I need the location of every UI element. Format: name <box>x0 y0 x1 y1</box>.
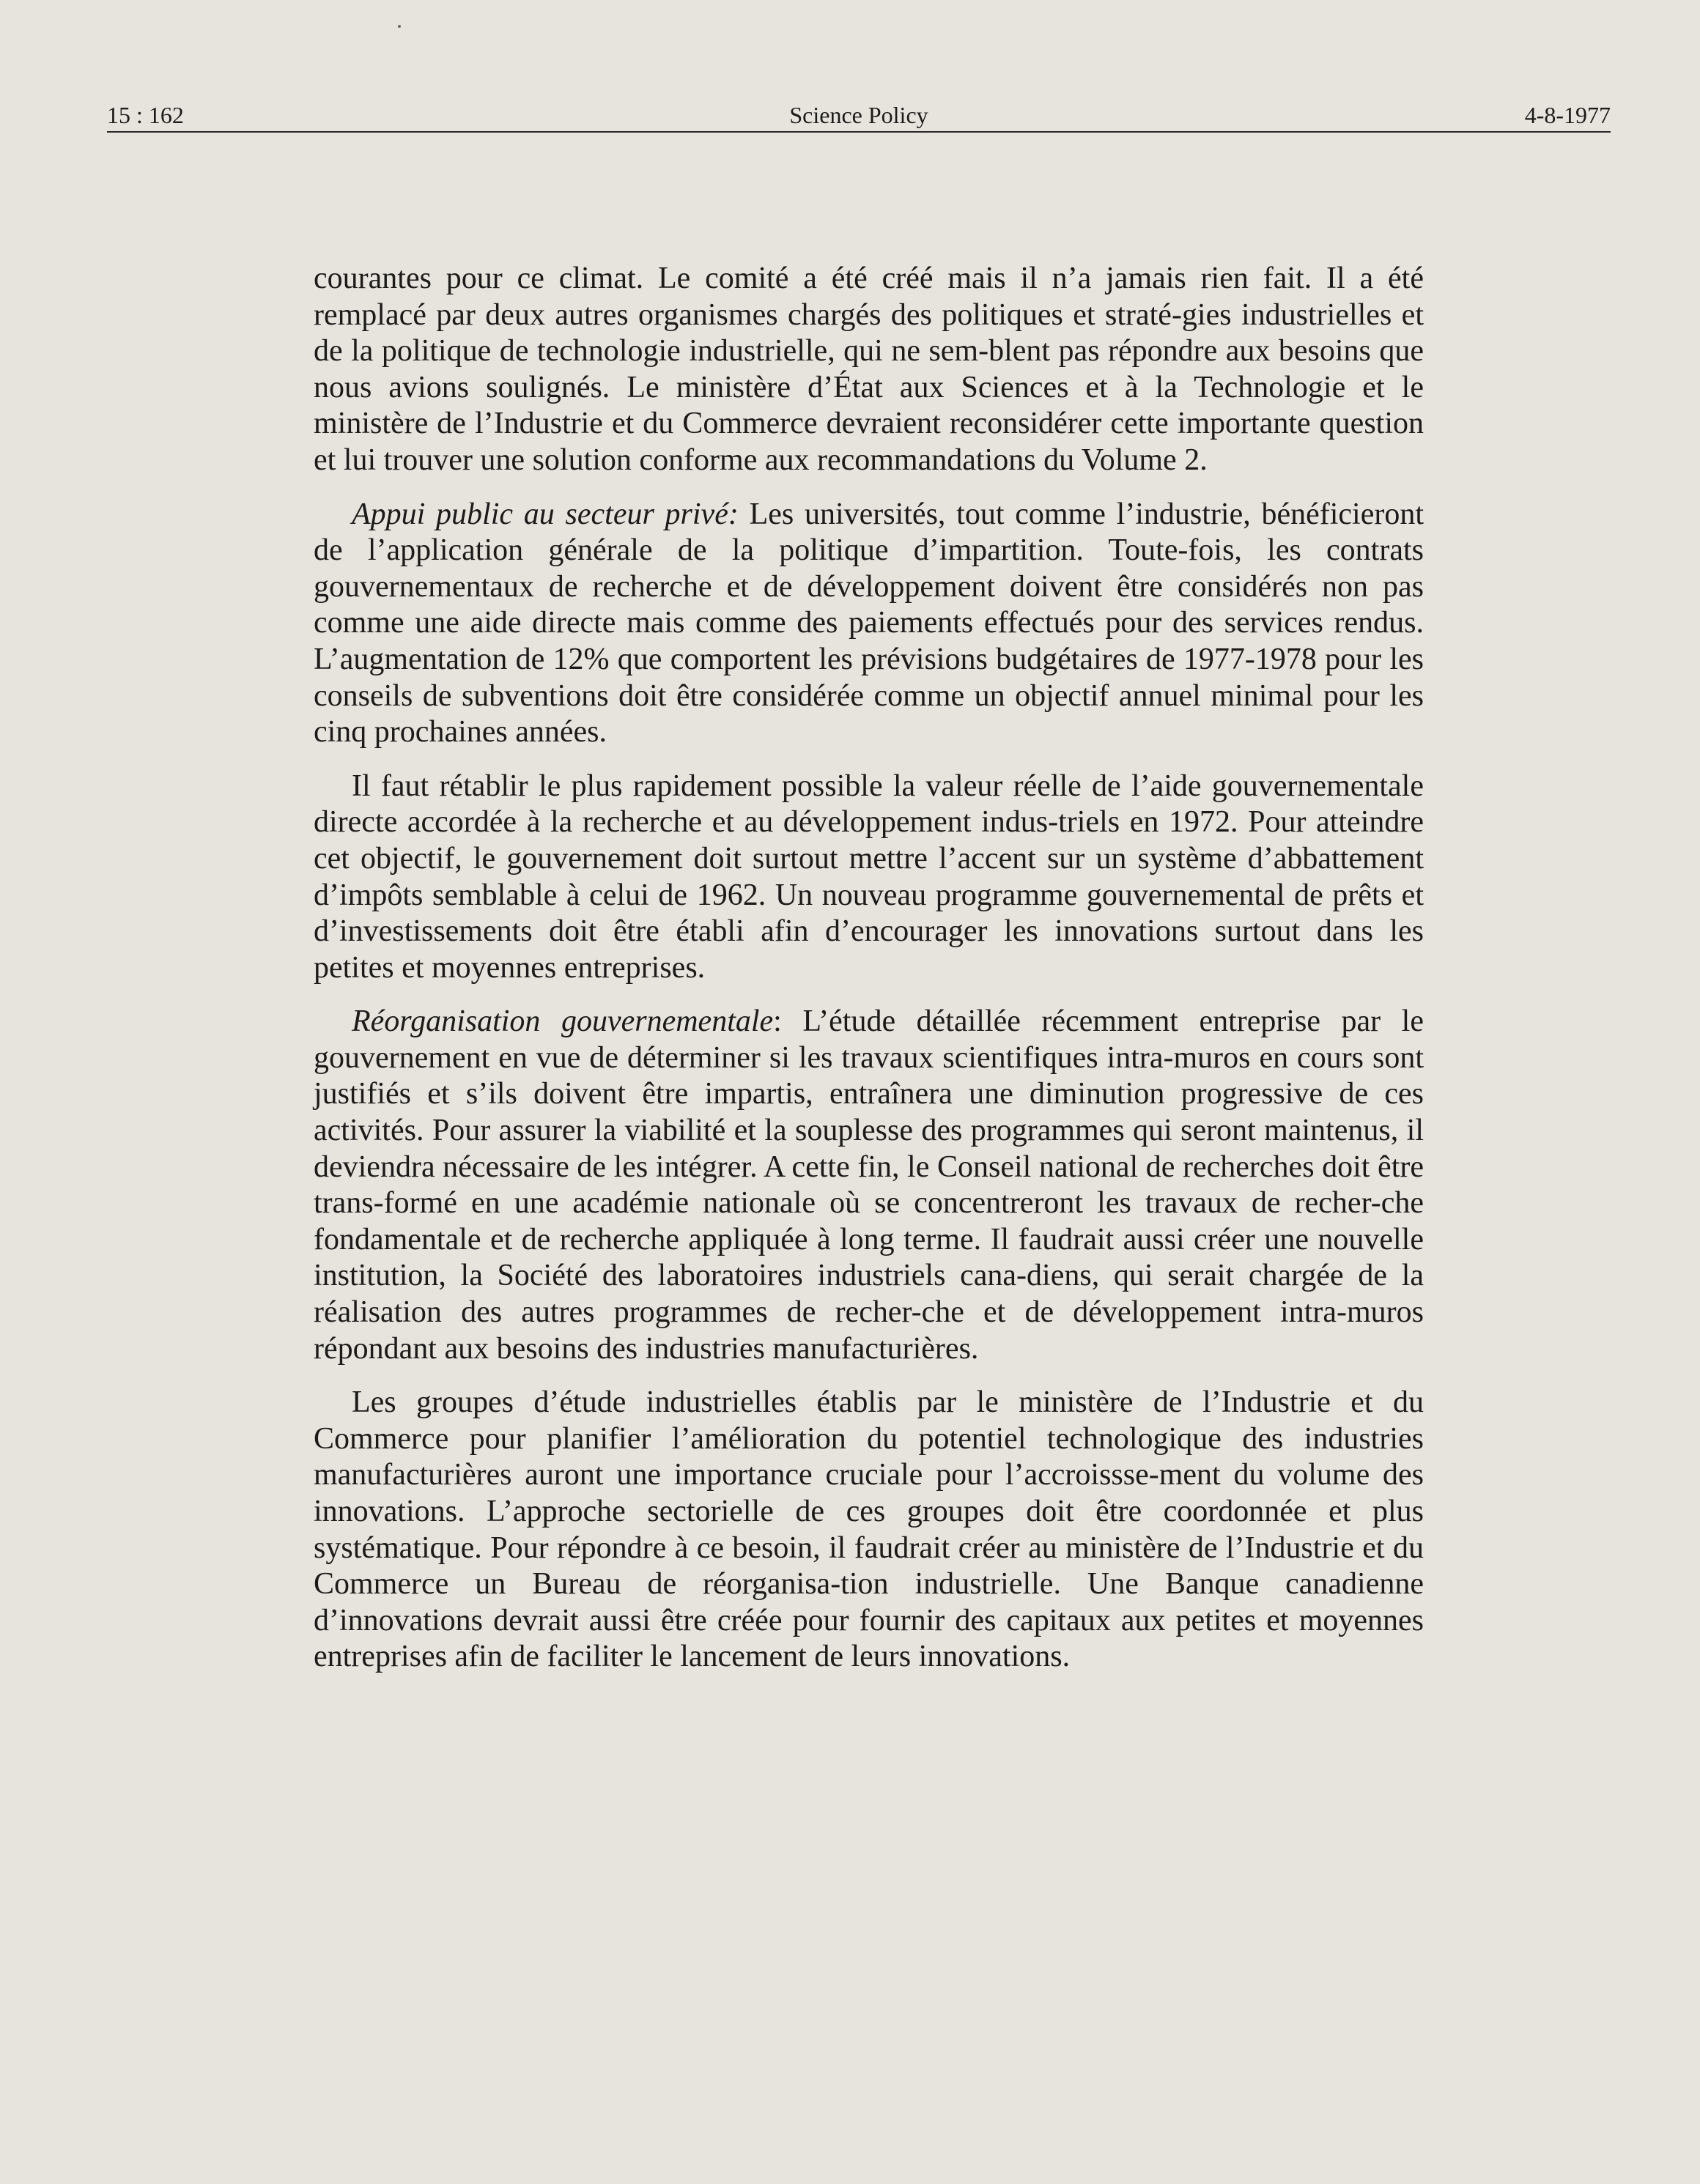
paragraph-4-heading: Réorganisation gouvernementale <box>352 1004 774 1039</box>
paragraph-4 <box>314 1004 1424 1367</box>
paragraph-2-heading: Appui public au secteur privé: <box>352 497 739 531</box>
paragraph-1-text: courantes pour ce climat. Le comité a été créé mais il n’a jamais rien fait. Il a été remplacé par deux autres organismes chargés des politiques et straté-gies industrielles et de la politique de technologie industrielle, qui ne sem-blent pas répondre aux besoins que nous avions soulignés. Le ministère d’État aux Sciences et à la Technologie et le ministère de l’Industrie et du Commerce devraient reconsidérer cette importante question et lui trouver une solution conforme aux recommandations du Volume 2. <box>314 262 1424 477</box>
paper-speck <box>398 25 401 28</box>
paragraph-3 <box>314 769 1424 987</box>
paragraph-4-text: : L’étude détaillée récemment entreprise par le gouvernement en vue de déterminer si les travaux scientifiques intra-muros en cours sont justifiés et s’ils doivent être impartis, entraînera une diminution progressive de ces activités. Pour assurer la viabilité et la souplesse des programmes qui seront maintenus, il deviendra nécessaire de les intégrer. A cette fin, le Conseil national de recherches doit être trans-formé en une académie nationale où se concentreront les travaux de recher-che fondamentale et de recherche appliquée à long terme. Il faudrait aussi créer une nouvelle institution, la Société des laboratoires industriels cana-diens, qui serait chargée de la réalisation des autres programmes de recher-che et de développement intra-muros répondant aux besoins des industries manufacturières. <box>314 1004 1424 1366</box>
running-title: Science Policy <box>789 102 928 128</box>
page-reference: 15 : 162 <box>107 102 184 128</box>
paragraph-1 <box>314 261 1424 479</box>
paragraph-5 <box>314 1385 1424 1676</box>
body-text <box>314 261 1424 1693</box>
paragraph-2 <box>314 497 1424 751</box>
running-header <box>107 97 1611 133</box>
paragraph-3-text: Il faut rétablir le plus rapidement possible la valeur réelle de l’aide gouvernementale directe accordée à la recherche et au développement indus-triels en 1972. Pour atteindre cet objectif, le gouvernement doit surtout mettre l’accent sur un système d’abbattement d’impôts semblable à celui de 1962. Un nouveau programme gouvernemental de prêts et d’investissements doit être établi afin d’encourager les innovations surtout dans les petites et moyennes entreprises. <box>314 769 1424 985</box>
paragraph-2-text: Les universités, tout comme l’industrie, bénéficieront de l’application générale de la politique d’impartition. Toute-fois, les contrats gouvernementaux de recherche et de développement doivent être considérés non pas comme une aide directe mais comme des paiements effectués pour des services rendus. L’augmentation de 12% que comportent les prévisions budgétaires de 1977-1978 pour les conseils de subventions doit être considérée comme un objectif annuel minimal pour les cinq prochaines années. <box>314 497 1424 749</box>
paragraph-5-text: Les groupes d’étude industrielles établis par le ministère de l’Industrie et du Commerce pour planifier l’amélioration du potentiel technologique des industries manufacturières auront une importance cruciale pour l’accroissse-ment du volume des innovations. L’approche sectorielle de ces groupes doit être coordonnée et plus systématique. Pour répondre à ce besoin, il faudrait créer au ministère de l’Industrie et du Commerce un Bureau de réorganisa-tion industrielle. Une Banque canadienne d’innovations devrait aussi être créée pour fournir des capitaux aux petites et moyennes entreprises afin de faciliter le lancement de leurs innovations. <box>314 1385 1424 1674</box>
header-rule <box>107 131 1611 133</box>
header-date: 4-8-1977 <box>1524 102 1611 128</box>
